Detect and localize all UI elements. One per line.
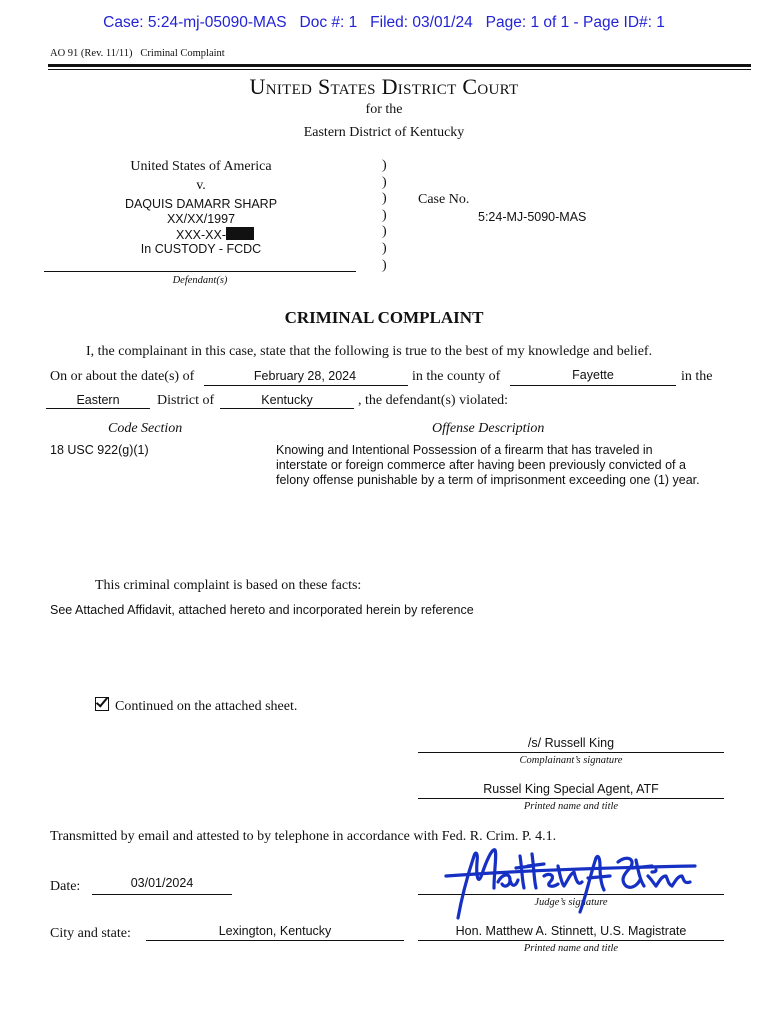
- date-label: Date:: [50, 879, 81, 894]
- judge-name-line: [418, 940, 724, 941]
- date-line-prefix: On or about the date(s) of: [50, 369, 195, 384]
- complaint-intro: I, the complainant in this case, state that the following is true to the best of my knowledge and belief.: [86, 344, 653, 359]
- caption-defendant-dob: XX/XX/1997: [166, 212, 236, 226]
- ssn-redaction-box: [226, 227, 254, 240]
- facts-text: See Attached Affidavit, attached hereto and incorporated herein by reference: [50, 603, 474, 617]
- offense-date-field: February 28, 2024: [253, 369, 357, 383]
- complainant-name-line: [418, 798, 724, 799]
- caption-parentheses: ) ) ) ) ) ) ): [382, 158, 387, 273]
- attestation-text: Transmitted by email and attested to by telephone in accordance with Fed. R. Crim. P. 4.1.: [50, 829, 557, 844]
- complainant-name-title: Russel King Special Agent, ATF: [483, 782, 659, 796]
- court-title: United States District Court: [249, 74, 519, 99]
- city-state-label: City and state:: [50, 926, 131, 941]
- caption-defendant-name: DAQUIS DAMARR SHARP: [124, 197, 278, 211]
- court-district: Eastern District of Kentucky: [303, 125, 465, 140]
- code-section-value: 18 USC 922(g)(1): [50, 443, 149, 457]
- district-field: Eastern: [76, 393, 120, 407]
- caption-versus: v.: [196, 178, 206, 193]
- district-line-mid: District of: [157, 393, 215, 408]
- header-rule-thick: [48, 64, 751, 67]
- county-underline: [510, 385, 676, 386]
- offense-description-line: Knowing and Intentional Possession of a firearm that has traveled in: [276, 443, 653, 457]
- complainant-signature-line: [418, 752, 724, 753]
- header-rule-thin: [48, 69, 751, 70]
- complaint-title: CRIMINAL COMPLAINT: [284, 308, 484, 327]
- continued-row: [95, 697, 297, 715]
- district-underline: [46, 408, 150, 409]
- facts-intro: This criminal complaint is based on these facts:: [95, 578, 362, 593]
- caption-defendant-ssn: [176, 227, 254, 242]
- date-line-suffix: in the: [681, 369, 713, 384]
- case-header-stamp: Case: 5:24-mj-05090-MAS Doc #: 1 Filed: 03/01/24 Page: 1 of 1 - Page ID#: 1: [103, 14, 665, 31]
- judge-signature-image: [440, 836, 700, 926]
- caption-plaintiff: United States of America: [130, 159, 272, 174]
- offense-description-line: felony offense punishable by a term of imprisonment exceeding one (1) year.: [276, 473, 700, 487]
- judge-signature-label: Judge’s signature: [534, 897, 608, 908]
- judge-name-label: Printed name and title: [523, 943, 619, 954]
- state-underline: [220, 408, 354, 409]
- caption-defendant-underline: [44, 271, 356, 272]
- county-field: Fayette: [572, 368, 614, 382]
- caption-defendants-label: Defendant(s): [172, 275, 228, 286]
- complainant-name-label: Printed name and title: [523, 801, 619, 812]
- ssn-visible-part: XXX-XX-: [176, 228, 227, 242]
- date-line-mid: in the county of: [412, 369, 501, 384]
- state-field: Kentucky: [261, 393, 313, 407]
- date-underline: [92, 894, 232, 895]
- complainant-signature: /s/ Russell King: [527, 736, 615, 750]
- code-section-header: Code Section: [108, 421, 183, 436]
- caption-defendant-status: In CUSTODY - FCDC: [140, 242, 262, 256]
- case-no-value: 5:24-MJ-5090-MAS: [478, 210, 587, 224]
- offense-date-underline: [204, 385, 408, 386]
- case-no-label: Case No.: [418, 192, 470, 207]
- offense-description-line: interstate or foreign commerce after having been previously convicted of a: [276, 458, 686, 472]
- city-state-value: Lexington, Kentucky: [218, 924, 332, 938]
- district-line-suffix: , the defendant(s) violated:: [358, 393, 509, 408]
- judge-name-title: Hon. Matthew A. Stinnett, U.S. Magistrate: [455, 924, 687, 938]
- court-for-the: for the: [365, 102, 403, 117]
- city-state-underline: [146, 940, 404, 941]
- offense-description-header: Offense Description: [432, 421, 545, 436]
- complainant-signature-label: Complainant’s signature: [519, 755, 623, 766]
- continued-label: Continued on the attached sheet.: [115, 699, 298, 714]
- date-value: 03/01/2024: [130, 876, 194, 890]
- continued-checkbox[interactable]: [95, 697, 109, 711]
- form-id: AO 91 (Rev. 11/11) Criminal Complaint: [50, 48, 225, 59]
